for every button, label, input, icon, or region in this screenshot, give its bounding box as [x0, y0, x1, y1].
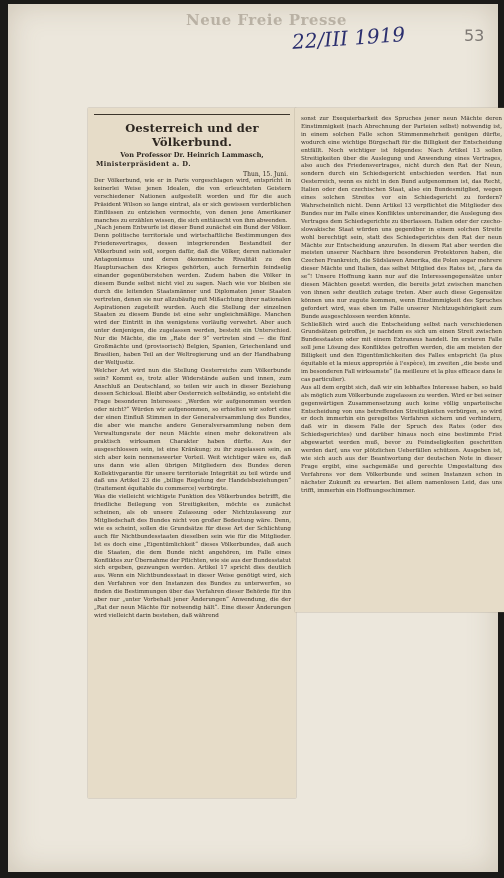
clipping-right	[295, 108, 504, 612]
handwritten-date: 22/III 1919	[291, 22, 406, 54]
article-title: Oesterreich und der Völkerbund.	[125, 121, 259, 149]
article-body-right: sonst zur Exequierbarkeit des Spruches jener neun Mächte deren Einstimmigkeit (nach Abrechnung der Parteien selbst) notwendig ist, in einem solchen Falle schon Stimmenmehrheit genügen dürfte, wodurch eine wichtige Bürgschaft für die Billigkeit der Entscheidung entfällt. Noch wichtiger ist folgendes: Nach Artikel 13 sollen Streitigkeiten über die Auslegung und Anwendung eines Vertrages, also auch des Friedensvertrages, nicht durch den Rat der Neun, sondern durch ein Schiedsgericht entschieden werden. Hat nun Oesterreich, wenn es nicht in den Bund aufgenommen ist, das Recht, Italien oder den czechischen Staat, also ein Bundesmitglied, wegen eines solchen Streites vor ein Schiedsgericht zu fordern? Wahrscheinlich nicht. Denn Artikel 13 verpflichtet die Mitglieder des Bundes nur im Falle eines Konfliktes untereinander, die Auslegung des Vertrages dem Schiedsgerichte zu überlassen. Italien oder der czecho-slowakische Staat würden uns gegenüber in einem solchen Streite wohl berechtigt sein, statt des Schiedsgerichtes den Rat der neun Mächte zur Entscheidung anzurufen. In diesem Rat aber werden die meisten unserer Nachbarn ihre besonderen Protektoren haben, die Czechen Frankreich, die Südslawen Amerika, die Polen sogar mehrere dieser Mächte und Italien, das selbst Mitglied des Rates ist, „fara da se“! Unsere Hoffnung kann nur auf die Interessengegensätze unter diesen Mächten gesetzt werden, die bereits jetzt zwischen manchen von ihnen sehr deutlich zutage treten. Aber auch diese Gegensätze können uns nur zugute kommen, wenn Einstimmigkeit des Spruches gefordert wird, was eben im Falle unserer Nichtzugehörigkeit zum Bunde ausgeschlossen werden könnte. Schließlich wird auch die Entscheidung selbst nach verschiedenen Grundsätzen getroffen, je nachdem es sich um einen Streit zwischen Bundesstaaten oder mit einem Extraneus handelt. Im ersteren Falle soll jene Lösung des Konfliktes getroffen werden, die am meisten der Billigkeit und den Eigentümlichkeiten des Falles entspricht (la plus équitable et la mieux appropriée à l'espèce), im zweiten „die beste und im besonderen Fall wirksamste“ (la meilleure et la plus efficace dans le cas particulier). Aus all dem ergibt sich, daß wir ein lebhaftes Interesse haben, so bald als möglich zum Völkerbunde zugelassen zu werden. Wird er bei seiner gegenwärtigen Zusammensetzung auch keine völlig unparteiische Entscheidung von uns betreffenden Streitigkeiten verbürgen, so wird er doch immerhin ein geregeltes Verfahren sichern und verhindern, daß wir in diesem Falle der Spruch des Rates (oder des Schiedsgerichtes) und darüber hinaus noch eine bestimmte Frist abgewartet werden muß, bevor zu Feindseligkeiten geschritten werden darf, uns vor plötzlichen Ueberfällen schützen. Ausgeben ist, wie sich auch aus der Beantwortung der deutschen Note in dieser Frage ergibt, eine sachgemäße und gerechte Umgestaltung des Verfahrens vor dem Völkerbunde und seinen Instanzen schon in nächster Zukunft zu erwarten. Bei allem namenlosen Leid, das uns trifft, immerhin ein Hoffnungsschimmer.	[301, 116, 502, 494]
author-role: Ministerpräsident a. D.	[96, 160, 191, 168]
newspaper-masthead: Neue Freie Presse	[186, 11, 347, 29]
article-dateline: Thun, 15. Juni.	[243, 171, 288, 178]
clipping-left	[88, 108, 296, 798]
title-rule	[94, 114, 290, 115]
article-body-left: Der Völkerbund, wie er in Paris vorgeschlagen wird, entspricht in keinerlei Weise jenen Idealen, die von erleuchteten Geistern verschiedener Nationen aufgestellt worden und für die auch Präsident Wilson so lange eintrat, als er sich gewissen verderblichen Einflüssen zu entziehen vermochte, von denen jene Amerikaner manches zu erzählen wissen, die sich enttäuscht von ihm abwenden. „Nach jenem Entwurfe ist dieser Bund zunächst ein Bund der Völker. Denn politische territoriale und wirtschaftliche Bestimmungen des Friedensvertrages, dessen integrierenden Bestandteil der Völkerbund sein soll, sorgen dafür, daß die Völker, deren nationaler Antagonismus und deren ökonomische Rivalität zu den Hauptursachen des Krieges gehörten, auch fernerhin feindselig einander gegenüberstehen werden. Zudem haben die Völker in diesem Bunde selbst nicht viel zu sagen. Nach wie vor bleiben sie durch die leitenden Staatsmänner und Diplomaten jener Staaten vertreten, denen sie nur allzubäufig mit Mißachtung ihrer nationalen Aspirationen zugeteilt wurden. Auch die Stellung der einzelnen Staaten zu diesem Bunde ist eine sehr ungleichmäßige. Manchen wird der Eintritt in ihn wenigstens vorläufig verwehrt. Aber auch unter denjenigen, die zugelassen werden, besteht ein Unterschied. Nur die Mächte, die im „Rate der 9“ vertreten sind — die fünf Großmächte und (provisorisch) Belgien, Spanien, Griechenland und Brasilien, haben Teil an der Weltregierung und an der Handhabung der Weltjustiz. Welcher Art wird nun die Stellung Oesterreichs zum Völkerbunde sein? Kommt es, trotz aller Widerstände außen und innen, zum Anschluß an Deutschland, so teilen wir auch in dieser Beziehung dessen Schicksal. Bleibt aber Oesterreich selbständig, so entsteht die Frage besonderen Interesses: „Werden wir aufgenommen werden oder nicht?“ Würden wir aufgenommen, so erhielten wir sofort eine der einen Einfluß Stimmen in der Generalversammlung des Bundes, die aber wie manche andere Generalversammlung neben dem Verwaltungsrate der neun Mächte einen mehr dekorativen als praktisch wirksamen Charakter haben dürfte. Aus der ausgeschlossen sein, ist eine Kränkung; zu ihr zugelassen sein, an sich aber kein nennenswerter Vorteil. Weit wichtiger wäre es, daß uns dann wie allen übrigen Mitgliedern des Bundes deren Kollektivgarantie für unsere territoriale Integrität zu teil würde und daß uns Artikel 23 die „billige Regelung der Handelsbeziehungen“ (traitement équitable du commerce) verbürgte. Was die vielleicht wichtigste Funktion des Völkerbundes betrifft, die friedliche Beilegung von Streitigkeiten, möchte es zunächst scheinen, als ob unsere Zulassung oder Nichtzulassung zur Mitgliedschaft des Bundes nicht von großer Bedeutung wäre. Denn, wie es scheint, sollen die Grundsätze für diese Art der Schlichtung auch für Nichtbundesstaaten dieselben sein wie für die Mitglieder. Ist es doch eine „Eigentümlichkeit“ dieses Völkerbundes, daß auch die Staaten, die dem Bunde nicht angehören, im Falle eines Konfliktes zur Übernahme der Pflichten, wie sie aus der Bundesstatut sich ergeben, gezwungen werden. Artikel 17 spricht dies deutlich aus. Wenn ein Nichtbundesstaat in dieser Weise genötigt wird, sich den Verfahren vor den Instanzen des Bundes zu unterwerfen, so finden die Bestimmungen über das Verfahren dieser Behörde für ihn aber nur „unter Vorbehalt jener Änderungen“ Anwendung, die der „Rat der neun Mächte für notwendig hält“. Eine dieser Änderungen wird vielleicht darin bestehen, daß während	[94, 178, 291, 619]
article-byline: Von Professor Dr. Heinrich Lammasch,	[120, 151, 264, 159]
archive-page	[8, 4, 502, 872]
page-number: 53	[464, 26, 485, 45]
